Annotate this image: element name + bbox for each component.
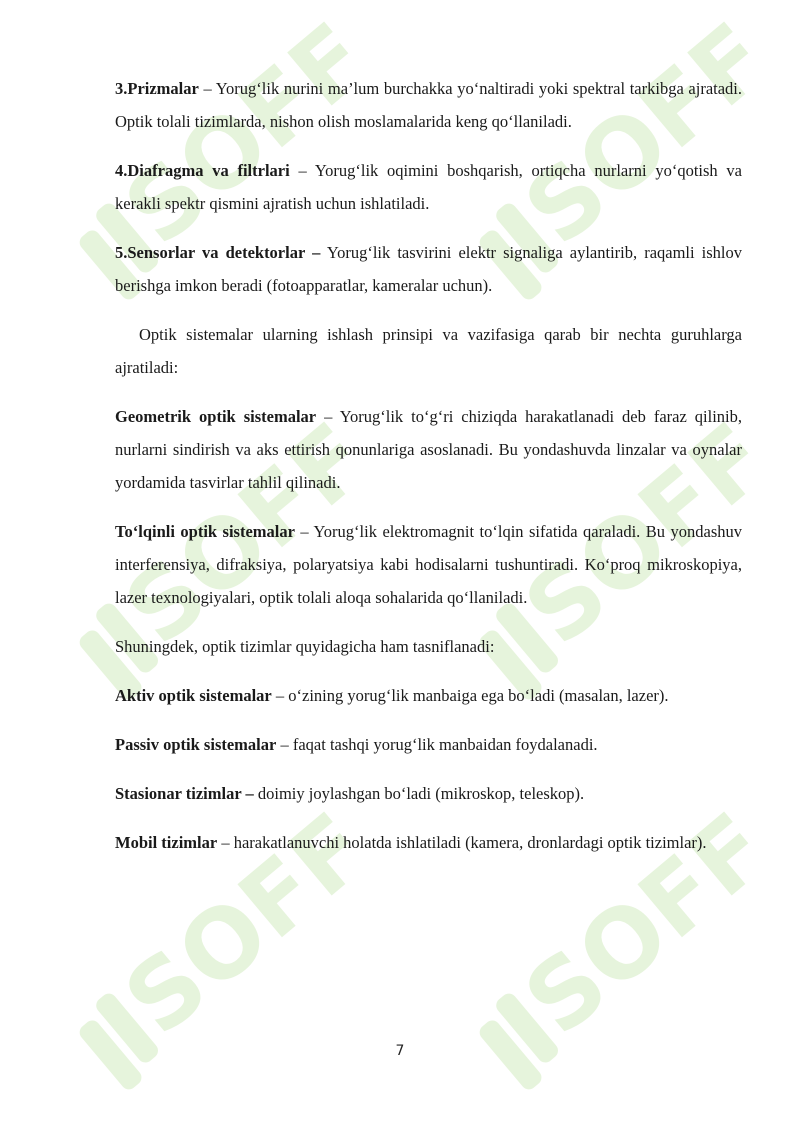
watermark-text: SOFF [105,800,350,1057]
paragraph-stasionar [115,777,742,810]
term: Aktiv optik sistemalar [115,686,272,705]
separator: – [217,833,234,852]
document-body [115,72,742,875]
separator: – [289,161,315,180]
paragraph-intro: Optik sistemalar ularning ishlash prinsipi va vazifasiga qarab bir nechta guruhlarga ajratiladi: [115,325,742,377]
watermark-text: SOFF [505,800,750,1057]
definition: Yorug‘lik tasvirini elektr signaliga aylantirib, raqamli ishlov berishga imkon beradi (fotoapparatlar, kameralar uchun). [115,243,743,295]
definition: Yorug‘lik oqimini boshqarish, ortiqcha nurlarni yo‘qotish va kerakli spektr qismini ajratish uchun ishlatiladi. [115,161,743,213]
watermark-text: SOFF [105,410,350,667]
definition: doimiy joylashgan bo‘ladi (mikroskop, teleskop). [257,784,585,803]
term: Geometrik optik sistemalar [115,407,317,426]
separator: – [271,686,289,705]
paragraph-tolqinli [115,515,742,614]
term: 4.Diafragma va filtrlari [115,161,290,180]
definition: Yorug‘lik elektromagnit to‘lqin sifatida qaraladi. Bu yondashuv interferensiya, difraksiya, polaryatsiya kabi hodisalarni tushuntiradi. Ko‘proq mikroskopiya, lazer texnologiyalari, optik tolali aloqa sohalarida qo‘llaniladi. [115,522,742,607]
separator: – [276,735,293,754]
paragraph-diafragma [115,154,742,220]
separator: – [294,522,314,541]
term: 5.Sensorlar va detektorlar – [115,243,321,262]
paragraph-mobil [115,826,742,859]
paragraph-prizmalar [115,72,742,138]
definition: faqat tashqi yorug‘lik manbaidan foydalanadi. [292,735,598,754]
paragraph-classification-intro: Shuningdek, optik tizimlar quyidagicha ham tasniflanadi: [115,637,495,656]
watermark-text: SOFF [505,10,750,267]
term: Mobil tizimlar [115,833,218,852]
paragraph-passiv [115,728,742,761]
term: To‘lqinli optik sistemalar [115,522,295,541]
definition: Yorug‘lik to‘g‘ri chiziqda harakatlanadi deb faraz qilinib, nurlarni sindirish va aks ettirish qonunlariga asoslanadi. Bu yondashuvda linzalar va oynalar yordamida tasvirlar tahlil qilinadi. [115,407,743,492]
page-number: 7 [395,1043,405,1059]
definition: harakatlanuvchi holatda ishlatiladi (kamera, dronlardagi optik tizimlar). [233,833,707,852]
term: Stasionar tizimlar – [115,784,254,803]
separator: – [316,407,340,426]
definition: o‘zining yorug‘lik manbaiga ega bo‘ladi (masalan, lazer). [288,686,669,705]
term: 3.Prizmalar [115,79,199,98]
term: Passiv optik sistemalar [115,735,277,754]
definition: Yorug‘lik nurini ma’lum burchakka yo‘naltiradi yoki spektral tarkibga ajratadi. Optik tolali tizimlarda, nishon olish moslamalarida keng qo‘llaniladi. [115,79,743,131]
paragraph-sensorlar [115,236,742,302]
separator: – [198,79,216,98]
paragraph-geometrik [115,400,742,499]
paragraph-aktiv [115,679,742,712]
watermark-text: SOFF [105,10,350,267]
watermark-text: SOFF [505,410,750,667]
